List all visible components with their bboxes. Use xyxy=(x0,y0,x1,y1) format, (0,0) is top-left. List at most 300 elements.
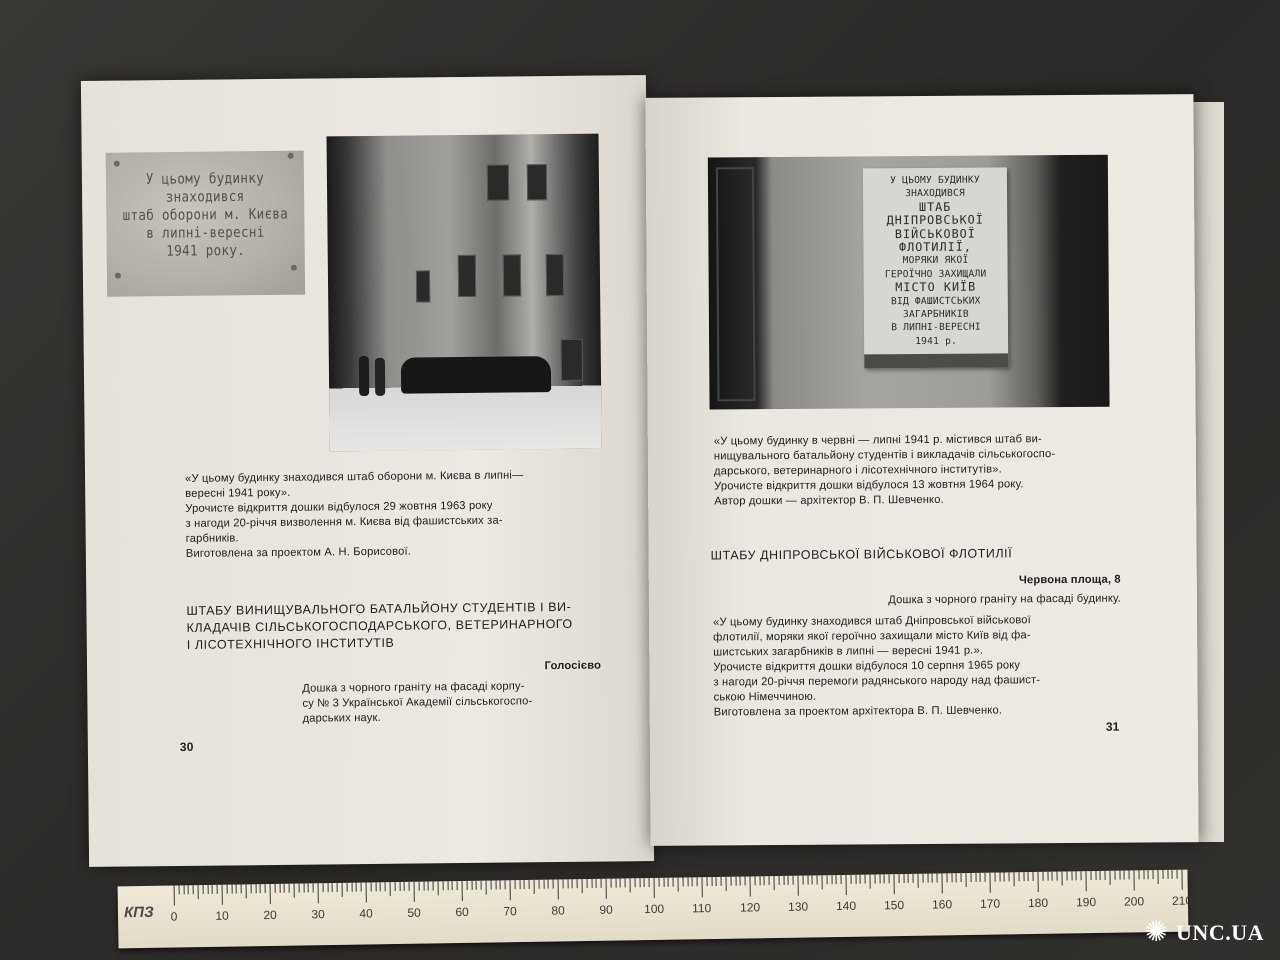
body-line: Виготовлена за проектом архітектора В. П. Шевченко. xyxy=(713,704,1003,719)
ruler-tick xyxy=(702,877,703,897)
body-line: ською Німеччиною. xyxy=(713,690,817,704)
ruler-tick xyxy=(193,885,194,894)
ruler-label: 120 xyxy=(739,900,761,915)
ruler-tick xyxy=(668,878,669,887)
plaque-screw xyxy=(291,265,297,271)
ruler-label: 200 xyxy=(1123,894,1145,909)
ruler-tick xyxy=(538,880,539,889)
ruler-tick xyxy=(879,874,880,883)
ruler-tick xyxy=(1042,872,1043,881)
ruler-tick xyxy=(673,878,674,887)
ruler-tick xyxy=(370,882,371,891)
ruler-tick xyxy=(1061,872,1062,886)
heading-line: ШТАБУ ВИНИЩУВАЛЬНОГО БАТАЛЬЙОНУ СТУДЕНТІВ І ВИ- xyxy=(186,599,572,618)
plaque-line: ГЕРОЇЧНО ЗАХИЩАЛИ xyxy=(884,268,987,281)
ruler-tick xyxy=(908,874,909,883)
ruler-tick xyxy=(567,879,568,888)
description-line: Дошка з чорного граніту на фасаді корпу- xyxy=(302,680,525,695)
ruler-tick xyxy=(639,878,640,887)
ruler-tick xyxy=(1177,870,1178,879)
photo-caption-left xyxy=(185,468,606,562)
ruler-tick xyxy=(750,876,751,896)
ruler-label: 80 xyxy=(551,903,565,918)
body-line: з нагоди 20-річчя перемоги радянського народу над фашист- xyxy=(713,674,1041,689)
ruler-tick xyxy=(831,875,832,884)
body-line: «У цьому будинку знаходився штаб Дніпровської військової xyxy=(713,614,1031,629)
heading-line: І ЛІСОТЕХНІЧНОГО ІНСТИТУТІВ xyxy=(186,635,395,652)
ruler-tick xyxy=(630,878,631,892)
ruler-tick xyxy=(697,877,698,886)
window xyxy=(487,165,509,201)
ruler-tick xyxy=(207,885,208,894)
ruler-tick xyxy=(658,878,659,887)
ruler-tick xyxy=(476,881,477,890)
ruler-tick xyxy=(231,885,232,894)
car xyxy=(401,356,551,394)
caption-line: Урочисте відкриття дошки відбулося 29 жовтня 1963 року xyxy=(185,499,493,515)
ruler-tick xyxy=(678,878,679,892)
ruler-tick xyxy=(577,879,578,888)
ruler-tick xyxy=(1081,871,1082,880)
ruler-tick xyxy=(927,874,928,883)
ruler-tick xyxy=(654,878,655,898)
plaque-line: У цьому будинку xyxy=(145,168,265,188)
ruler-tick xyxy=(298,884,299,893)
ruler-tick xyxy=(471,881,472,890)
ruler-tick xyxy=(462,881,463,901)
ruler-tick xyxy=(270,884,271,904)
ruler-tick xyxy=(989,873,990,893)
section-heading-right: ШТАБУ ДНІПРОВСЬКОЇ ВІЙСЬКОВОЇ ФЛОТИЛІЇ xyxy=(710,546,1013,563)
ruler-tick xyxy=(860,875,861,884)
ruler-tick xyxy=(524,880,525,889)
ruler-tick xyxy=(548,880,549,889)
window xyxy=(561,339,583,381)
ruler-tick xyxy=(562,879,563,888)
ruler-tick xyxy=(1105,871,1106,880)
location-label-left: Голосієво xyxy=(544,659,602,673)
ruler-tick xyxy=(615,879,616,888)
ruler-label: 70 xyxy=(503,904,517,919)
pedestrian xyxy=(375,358,385,396)
plaque-line: 1941 р. xyxy=(915,335,958,347)
ruler-tick xyxy=(961,873,962,882)
ruler-tick xyxy=(490,881,491,890)
ruler-tick xyxy=(817,875,818,884)
ruler-tick xyxy=(1052,872,1053,881)
ruler-tick xyxy=(385,882,386,891)
ruler-tick xyxy=(332,883,333,892)
ruler-tick xyxy=(1023,872,1024,881)
ruler-tick xyxy=(486,881,487,895)
ruler-tick xyxy=(1071,871,1072,880)
ruler-tick xyxy=(433,881,434,890)
watermark-emblem-icon: ✺ xyxy=(1144,916,1168,947)
caption-line: «У цьому будинку знаходився штаб оборони м. Києва в липні— xyxy=(185,469,524,485)
ruler-tick xyxy=(428,882,429,891)
ruler-tick xyxy=(418,882,419,891)
ruler-label: 110 xyxy=(691,901,712,916)
plaque-description-left xyxy=(302,678,622,726)
ruler-tick xyxy=(318,883,319,903)
ruler-label: 90 xyxy=(599,902,613,917)
ruler-tick xyxy=(198,885,199,899)
ruler-tick xyxy=(279,884,280,893)
plaque-line: знаходився xyxy=(165,187,245,206)
ruler-tick xyxy=(932,874,933,883)
ruler-tick xyxy=(802,876,803,885)
window xyxy=(546,254,564,296)
caption-line: дарського, ветеринарного і лісотехнічного інститутів». xyxy=(713,463,1002,478)
ruler-tick xyxy=(586,879,587,888)
ruler-tick xyxy=(836,875,837,884)
caption-line: гарбників. xyxy=(185,532,239,545)
ruler-label: 190 xyxy=(1075,895,1097,910)
ruler-tick xyxy=(941,873,942,893)
ruler-tick xyxy=(682,878,683,887)
plaque-line: В ЛИПНІ-ВЕРЕСНІ xyxy=(891,322,981,334)
ruler-tick xyxy=(510,880,511,900)
ruler-tick xyxy=(606,879,607,899)
ruler-tick xyxy=(893,874,894,894)
ruler-tick xyxy=(721,877,722,886)
ruler-tick xyxy=(1109,871,1110,885)
ruler-tick xyxy=(985,873,986,882)
ruler-tick xyxy=(869,875,870,889)
ruler-tick xyxy=(1095,871,1096,880)
ruler-tick xyxy=(380,882,381,891)
page-number-left: 30 xyxy=(179,739,194,754)
ruler-tick xyxy=(999,873,1000,882)
caption-line: Урочисте відкриття дошки відбулося 13 жовтня 1964 року. xyxy=(714,478,1024,493)
ruler-tick xyxy=(649,878,650,887)
ruler-tick xyxy=(812,875,813,884)
ruler-tick xyxy=(1162,870,1163,879)
ruler-tick xyxy=(726,877,727,891)
caption-line: нищувального батальйону студентів і викладачів сільськогоспо- xyxy=(713,448,1056,463)
ruler-tick xyxy=(845,875,846,895)
ruler-tick xyxy=(821,875,822,889)
ruler-tick xyxy=(399,882,400,891)
ruler-tick xyxy=(620,879,621,888)
ruler-tick xyxy=(452,881,453,890)
plaque-line: в липні-вересні xyxy=(146,222,265,242)
ruler-tick xyxy=(596,879,597,888)
ruler-tick xyxy=(663,878,664,887)
ruler-tick xyxy=(202,885,203,894)
ruler-tick xyxy=(1138,870,1139,879)
watermark: UNC.UA xyxy=(1176,920,1264,945)
plaque-line: МІСТО КИЇВ xyxy=(895,279,977,295)
caption-line: вересні 1941 року». xyxy=(185,486,291,500)
ruler-tick xyxy=(769,876,770,885)
ruler-tick xyxy=(212,885,213,894)
ruler-tick xyxy=(1148,870,1149,879)
ruler-tick xyxy=(951,873,952,882)
ruler-label: 0 xyxy=(170,909,178,924)
plaque-screw xyxy=(114,161,120,167)
ruler-label: 50 xyxy=(407,905,421,920)
plaque-line: 1941 року. xyxy=(166,241,246,260)
ruler-tick xyxy=(1124,871,1125,880)
ruler-tick xyxy=(442,881,443,890)
ruler-tick xyxy=(1013,872,1014,886)
ruler-tick xyxy=(807,876,808,885)
window-frame xyxy=(716,167,756,401)
ruler-tick xyxy=(390,882,391,896)
ruler-tick xyxy=(745,877,746,886)
ruler-tick xyxy=(970,873,971,882)
section-heading-left xyxy=(186,598,627,654)
ruler-tick xyxy=(826,875,827,884)
ruler-tick xyxy=(740,877,741,886)
ruler-tick xyxy=(1033,872,1034,881)
ruler-tick xyxy=(994,873,995,882)
ruler-tick xyxy=(1004,872,1005,881)
ruler-tick xyxy=(409,882,410,891)
photo-caption-right xyxy=(714,431,1155,509)
ruler-tick xyxy=(773,876,774,890)
ruler-tick xyxy=(730,877,731,886)
ruler-tick xyxy=(582,879,583,893)
heading-line: КЛАДАЧІВ СІЛЬСЬКОГОСПОДАРСЬКОГО, ВЕТЕРИНАРНОГО xyxy=(186,616,573,635)
ruler-tick xyxy=(466,881,467,890)
ruler xyxy=(118,870,1193,949)
ruler-tick xyxy=(1028,872,1029,881)
ruler-tick xyxy=(855,875,856,884)
ruler-label: 10 xyxy=(215,908,229,923)
ruler-tick xyxy=(937,874,938,883)
ruler-tick xyxy=(529,880,530,889)
ruler-tick xyxy=(1085,871,1086,891)
ruler-tick xyxy=(351,883,352,892)
ruler-tick xyxy=(1172,870,1173,879)
ruler-label: 150 xyxy=(883,898,905,913)
ruler-tick xyxy=(778,876,779,885)
ruler-tick xyxy=(274,884,275,893)
ruler-tick xyxy=(514,880,515,889)
ruler-label: 140 xyxy=(835,898,857,914)
ruler-label: 30 xyxy=(311,907,325,922)
ruler-tick xyxy=(1066,871,1067,880)
ruler-tick xyxy=(361,883,362,892)
caption-line: «У цьому будинку в червні — липні 1941 р. містився штаб ви- xyxy=(713,433,1042,448)
ruler-tick xyxy=(764,876,765,885)
plaque-line: ВІЙСЬКОВОЇ xyxy=(894,226,976,241)
body-text-right xyxy=(713,612,1154,720)
ruler-tick xyxy=(1076,871,1077,880)
ruler-tick xyxy=(1181,870,1182,890)
ruler-tick xyxy=(841,875,842,884)
ruler-tick xyxy=(519,880,520,889)
description-line: су № 3 Української Академії сільськогоспо- xyxy=(302,695,533,710)
ruler-label: 170 xyxy=(979,896,1001,911)
plaque-screw xyxy=(288,153,294,159)
ruler-tick xyxy=(337,883,338,892)
ruler-tick xyxy=(1009,872,1010,881)
ruler-tick xyxy=(793,876,794,885)
right-page xyxy=(645,94,1198,846)
caption-line: з нагоди 20-річчя визволення м. Києва від фашистських за- xyxy=(185,514,503,530)
ruler-tick xyxy=(481,881,482,890)
ruler-tick xyxy=(975,873,976,882)
plaque-screw xyxy=(115,273,121,279)
ruler-label: 130 xyxy=(787,899,809,914)
plaque-line: ДНІПРОВСЬКОЇ xyxy=(886,212,984,228)
ruler-tick xyxy=(1037,872,1038,892)
ruler-tick xyxy=(1057,872,1058,881)
window xyxy=(527,164,547,200)
ruler-tick xyxy=(226,885,227,894)
ruler-label: 20 xyxy=(263,907,277,923)
memorial-plaque-dark xyxy=(863,167,1008,368)
ruler-tick xyxy=(601,879,602,888)
ruler-tick xyxy=(322,883,323,892)
ruler-tick xyxy=(1143,870,1144,879)
page-number-right: 31 xyxy=(1105,719,1120,734)
ruler-tick xyxy=(366,882,367,902)
ruler-tick xyxy=(500,880,501,889)
window xyxy=(503,254,521,296)
ruler-tick xyxy=(284,884,285,893)
ruler-tick xyxy=(246,884,247,898)
ruler-tick xyxy=(1047,872,1048,881)
ruler-tick xyxy=(1167,870,1168,879)
ruler-label: 210 xyxy=(1171,893,1193,908)
ruler-label: 60 xyxy=(455,904,469,920)
ruler-tick xyxy=(591,879,592,888)
ruler-tick xyxy=(788,876,789,885)
ruler-tick xyxy=(255,884,256,893)
ruler-tick xyxy=(495,880,496,889)
ruler-tick xyxy=(294,884,295,898)
ruler-label: 180 xyxy=(1027,895,1049,911)
plaque-line: штаб оборони м. Києва xyxy=(122,204,289,224)
plaque-line: МОРЯКИ ЯКОЇ xyxy=(902,255,969,267)
ruler-tick xyxy=(265,884,266,893)
ruler-tick xyxy=(183,885,184,894)
ruler-tick xyxy=(236,885,237,894)
ruler-tick xyxy=(346,883,347,892)
pedestrian xyxy=(359,356,369,396)
ruler-tick xyxy=(188,885,189,894)
ruler-tick xyxy=(289,884,290,893)
ruler-tick xyxy=(534,880,535,894)
ruler-tick xyxy=(394,882,395,891)
ruler-tick xyxy=(956,873,957,882)
ruler-tick xyxy=(327,883,328,892)
ruler-tick xyxy=(438,881,439,895)
ruler-tick xyxy=(1114,871,1115,880)
ruler-tick xyxy=(874,875,875,884)
ruler-tick xyxy=(797,876,798,896)
ruler-tick xyxy=(457,881,458,890)
ruler-tick xyxy=(634,878,635,887)
ruler-tick xyxy=(404,882,405,891)
ruler-tick xyxy=(342,883,343,897)
ruler-tick xyxy=(303,883,304,892)
ruler-tick xyxy=(711,877,712,886)
ruler-tick xyxy=(375,882,376,891)
ruler-tick xyxy=(356,883,357,892)
ruler-tick xyxy=(1119,871,1120,880)
ruler-tick xyxy=(222,885,223,905)
ruler-tick xyxy=(903,874,904,883)
ruler-tick xyxy=(1133,870,1134,890)
window xyxy=(458,255,476,297)
window xyxy=(416,270,430,302)
memorial-plaque-photo-left xyxy=(106,151,305,297)
ruler-tick xyxy=(706,877,707,886)
body-line: флотилії, моряки якої героїчно захищали місто Київ від фа- xyxy=(713,629,1031,644)
ruler-tick xyxy=(217,885,218,894)
building-photo xyxy=(326,134,601,452)
ruler-tick xyxy=(783,876,784,885)
ruler-label: 100 xyxy=(643,901,665,917)
ruler-tick xyxy=(913,874,914,883)
ruler-tick xyxy=(754,876,755,885)
ruler-tick xyxy=(241,884,242,893)
ruler-tick xyxy=(1018,872,1019,881)
ruler-tick xyxy=(543,880,544,889)
ruler-brand: КПЗ xyxy=(123,903,154,922)
plaque-wall-photo xyxy=(708,155,1110,410)
ruler-tick xyxy=(917,874,918,888)
caption-line: Виготовлена за проектом А. Н. Борисової. xyxy=(185,545,412,560)
ruler-tick xyxy=(687,877,688,886)
ruler-tick xyxy=(1153,870,1154,879)
ruler-tick xyxy=(692,877,693,886)
body-line: шистських загарбників в липні — вересні 1941 р.». xyxy=(713,644,984,659)
ruler-tick xyxy=(447,881,448,890)
ruler-tick xyxy=(1157,870,1158,884)
ruler-tick xyxy=(898,874,899,883)
ruler-tick xyxy=(505,880,506,889)
ruler-tick xyxy=(313,883,314,892)
ruler-tick xyxy=(625,878,626,887)
ruler-tick xyxy=(865,875,866,884)
plaque-line: ЗАГАРБНИКІВ xyxy=(903,308,969,321)
body-line: Урочисте відкриття дошки відбулося 10 серпня 1965 року xyxy=(713,659,1021,674)
plaque-line: У ЦЬОМУ БУДИНКУ xyxy=(890,174,980,187)
ruler-tick xyxy=(174,886,175,906)
ruler-tick xyxy=(423,882,424,891)
ruler-label: 160 xyxy=(931,897,953,912)
ruler-tick xyxy=(716,877,717,886)
ruler-tick xyxy=(572,879,573,888)
ruler-tick xyxy=(922,874,923,883)
ruler-tick xyxy=(965,873,966,887)
ruler-tick xyxy=(553,880,554,889)
location-label-right: Червона площа, 8 xyxy=(1018,573,1121,587)
ruler-tick xyxy=(946,873,947,882)
ruler-tick xyxy=(1129,871,1130,880)
left-page xyxy=(81,75,654,867)
ruler-tick xyxy=(759,876,760,885)
ruler-tick xyxy=(308,883,309,892)
plaque-line: ШТАБ xyxy=(918,199,952,214)
description-line: дарських наук. xyxy=(302,711,381,725)
ruler-tick xyxy=(558,879,559,899)
plaque-description-right: Дошка з чорного граніту на фасаді будинку. xyxy=(888,592,1121,607)
ruler-label: 40 xyxy=(359,906,373,921)
ruler-tick xyxy=(889,874,890,883)
ruler-tick xyxy=(735,877,736,886)
plaque-line: ФЛОТИЛІЇ, xyxy=(898,239,972,255)
ruler-tick xyxy=(414,882,415,902)
ruler-tick xyxy=(980,873,981,882)
ruler-tick xyxy=(250,884,251,893)
